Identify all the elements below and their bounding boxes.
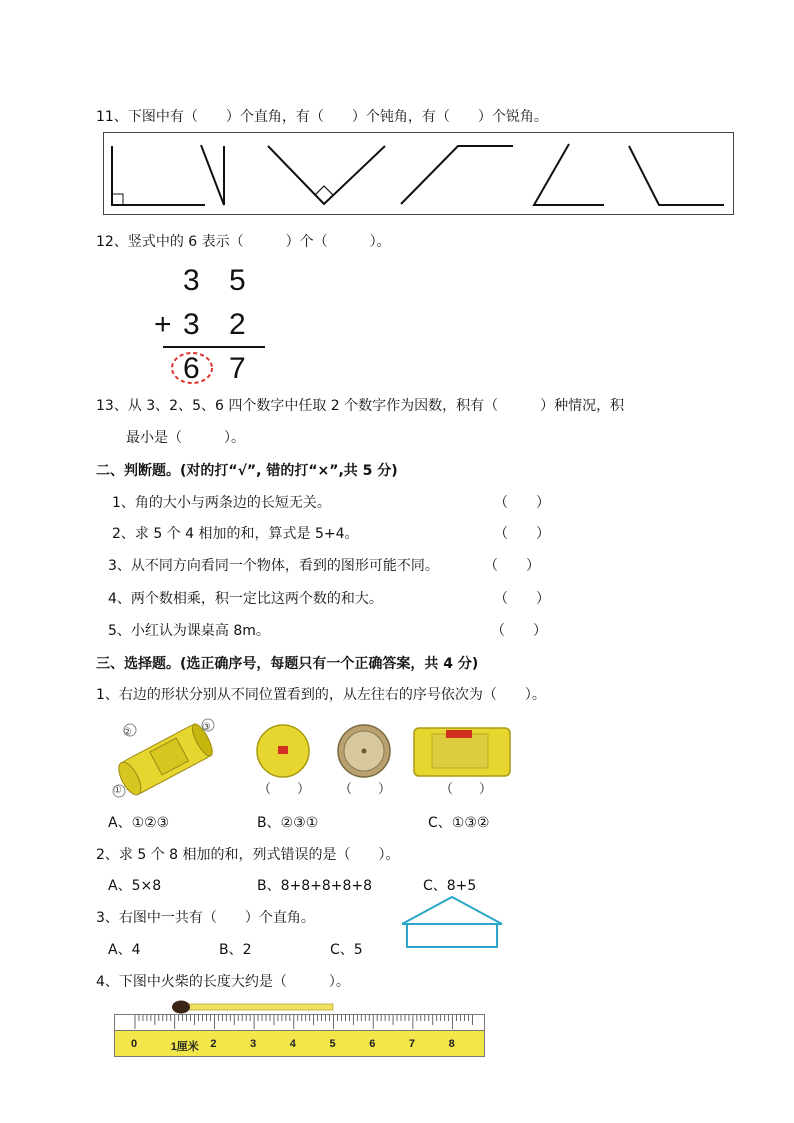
sec2-blank-4[interactable]: （ ） [494, 591, 550, 607]
angle-acute-1 [201, 145, 224, 205]
sec3-title: 三、选择题。(选正确序号，每题只有一个正确答案，共 4 分) [96, 656, 479, 672]
sec2-blank-5[interactable]: （ ） [491, 623, 547, 639]
q1-option-c[interactable]: C、①③② [428, 815, 490, 831]
house-figure [400, 895, 506, 949]
q1-option-b[interactable]: B、②③① [257, 815, 319, 831]
q1-view-blank-3[interactable]: （ ） [440, 782, 493, 797]
q12-sum-line [163, 346, 265, 348]
q2-option-a[interactable]: A、5×8 [108, 878, 162, 894]
q12-row2-d1: 3 [183, 308, 200, 341]
q12-row3-d1: 6 [183, 352, 200, 385]
sec2-title: 二、判断题。(对的打“√”, 错的打“×”,共 5 分) [96, 463, 398, 479]
q11-angles-figure [103, 132, 735, 216]
q13-line1: 13、从 3、2、5、6 四个数字中任取 2 个数字作为因数，积有（ ）种情况，积 [96, 398, 625, 414]
sec2-blank-2[interactable]: （ ） [494, 526, 550, 542]
sec2-item-1: 1、角的大小与两条边的长短无关。 [112, 495, 331, 511]
angle-right-1 [112, 146, 205, 205]
ruler-label: 4 [289, 1038, 296, 1050]
q12-row1-d1: 3 [183, 264, 200, 297]
q3-option-c[interactable]: C、5 [330, 942, 363, 958]
q3-option-b[interactable]: B、2 [219, 942, 252, 958]
q11-text: 11、下图中有（ ）个直角，有（ ）个钝角，有（ ）个锐角。 [96, 109, 548, 125]
q12-text: 12、竖式中的 6 表示（ ）个（ ）。 [96, 234, 391, 250]
ruler-label: 7 [408, 1038, 416, 1050]
ruler-label: 0 [131, 1038, 138, 1050]
can-bottom-view [336, 723, 392, 779]
sec2-item-2: 2、求 5 个 4 相加的和，算式是 5+4。 [112, 526, 359, 542]
view-label-3: ③ [202, 722, 211, 733]
q12-row2-d2: 2 [229, 308, 246, 341]
sec2-blank-3[interactable]: （ ） [484, 558, 540, 574]
q12-plus-sign: + [154, 308, 172, 341]
view-label-1: ① [113, 785, 122, 796]
sec2-item-3: 3、从不同方向看同一个物体，看到的图形可能不同。 [108, 558, 439, 574]
sec3-q3-text: 3、右图中一共有（ ）个直角。 [96, 910, 315, 926]
sec2-item-4: 4、两个数相乘，积一定比这两个数的和大。 [108, 591, 383, 607]
sec2-blank-1[interactable]: （ ） [494, 495, 550, 511]
can-side-view [412, 726, 512, 778]
can-top-view [255, 723, 311, 779]
angle-obtuse-1 [401, 146, 513, 204]
sec3-q4-text: 4、下图中火柴的长度大约是（ ）。 [96, 974, 350, 990]
q2-option-c[interactable]: C、8+5 [423, 878, 477, 894]
angle-obtuse-2 [629, 146, 724, 205]
ruler-label: 5 [329, 1038, 336, 1050]
q1-view-blank-2[interactable]: （ ） [339, 782, 392, 797]
ruler-label: 2 [210, 1038, 217, 1050]
ruler-label: 1厘米 [170, 1041, 199, 1053]
ruler-label: 8 [448, 1038, 455, 1050]
q13-line2: 最小是（ ）。 [126, 430, 245, 446]
q3-option-a[interactable]: A、4 [108, 942, 141, 958]
angle-acute-2 [534, 144, 604, 205]
q2-option-b[interactable]: B、8+8+8+8+8 [257, 878, 373, 894]
q12-row3-d2: 7 [229, 352, 246, 385]
angle-right-2 [268, 146, 385, 204]
sec2-item-5: 5、小红认为课桌高 8m。 [108, 623, 270, 639]
sec3-q2-text: 2、求 5 个 8 相加的和，列式错误的是（ ）。 [96, 847, 400, 863]
ruler-label: 6 [369, 1038, 376, 1050]
match-stick [171, 999, 335, 1015]
q1-view-blank-1[interactable]: （ ） [258, 782, 311, 797]
q12-dashed-circle [170, 351, 220, 387]
q1-option-a[interactable]: A、①②③ [108, 815, 170, 831]
sec3-q1-text: 1、右边的形状分别从不同位置看到的，从左往右的序号依次为（ ）。 [96, 687, 546, 703]
view-label-2: ② [123, 727, 132, 738]
ruler-label: 3 [250, 1038, 257, 1050]
q12-row1-d2: 5 [229, 264, 246, 297]
